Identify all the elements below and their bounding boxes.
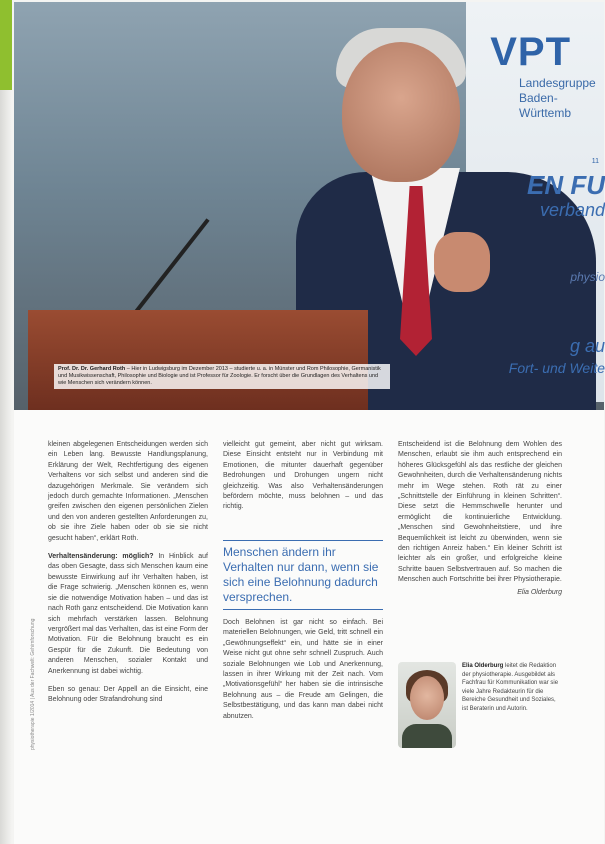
vpt-subtitle-line1: Landesgruppe <box>519 76 596 90</box>
author-photo <box>398 662 456 748</box>
caption-name: Prof. Dr. Dr. Gerhard Roth <box>58 366 126 372</box>
author-face <box>410 676 444 720</box>
author-body <box>402 724 452 748</box>
vpt-subtitle <box>519 76 603 121</box>
pull-quote: Menschen ändern ihr Verhalten nur dann, wenn sie sich eine Belohnung dadurch versprechen. <box>223 540 383 610</box>
speaker-head <box>342 42 460 182</box>
author-bio <box>462 662 562 713</box>
lectern <box>28 310 368 410</box>
vpt-logo: VPT <box>490 30 571 74</box>
banner-text-3: physio <box>570 270 605 284</box>
caption-text: – Hier in Ludwigsburg im Dezember 2013 – studierte u. a. in Münster und Rom Philosophie, Germanistik und Musikwissenschaft, Philosophie und Biologie und ist Professor für Zoologie. Er forscht über die Grundlagen des Verhaltens und wie Menschen sich verändern können. <box>58 366 381 386</box>
column-2 <box>223 440 383 513</box>
column-3 <box>398 440 562 598</box>
bio-name: Elia Olderburg <box>462 663 504 669</box>
vertical-footer-text: physiotherapie 1/2014 | Aus der Fachwelt: Gehirnforschung <box>30 618 36 750</box>
banner-text-2: verband <box>539 200 605 220</box>
c1-paragraph-2 <box>48 552 208 677</box>
vpt-subtitle-line2: Baden-Württemb <box>519 91 572 120</box>
column-2-lower <box>223 618 383 722</box>
c1-paragraph-1: kleinen abgelegenen Entscheidungen werden sich ein Leben lang. Bewusste Handlungsplanung, Erklärung der Welt, Rechtfertigung des eigenen Verhaltens vor sich selbst und anderen sind die dazugehörigen Merkmale. Sie verändern sich jedoch durch gemachte Informationen. „Menschen greifen zwischen den eigenen persönlichen Zielen und den von anderen gestellten Anforderungen zu, ob sie ihre Ziele haben oder ob sie sie nicht gesucht haben“, erklärt Roth. <box>48 441 208 542</box>
page-number: 11 <box>591 158 599 165</box>
speaker-hand <box>434 232 490 292</box>
banner-text-1: EN FU <box>527 170 605 200</box>
c2-paragraph-2: Doch Belohnen ist gar nicht so einfach. Bei materiellen Belohnungen, wie Geld, tritt schnell ein „Gewöhnungseffekt“ ein, und hätte sie in einer Weise nicht gut ohne sehr schnell Zuspruch. Auch soziale Belohnungen wie Lob und Anerkennung, lassen in ihrer Wirkung mit der Zeit nach. Vom „Motivationsgefühl“ her haben sie die intrinsische Belohnung aus – die Freude am Gelingen, die Selbstbestätigung, und das kann man dabei nicht abnutzen. <box>223 619 383 720</box>
accent-bar <box>0 0 12 90</box>
page-spine <box>0 0 12 844</box>
c3-paragraph-1: Entscheidend ist die Belohnung dem Wohlen des Menschen, erlaubt sie ihm auch entsprechend ein höheres Glücksgefühl als das restliche der gleichen Gewohnheiten, durch die Verhaltensänderung nichts mehr im Wege stehen. Roth rät zu einer „Schnittstelle der Einführung in kleinen Schritten“. Diese setzt die Hemmschwelle herunter und ermöglicht die kontinuierliche Entwicklung. „Menschen sind Gewohnheitstiere, und ihre Bequemlichkeit ist leicht zu überwinden, wenn sie den richtigen Anreiz haben.“ Ein kleiner Schritt ist leichter als ein großer, und erfolgreiche kleine Schritte bauen Selbstvertrauen auf. So machen die Menschen auch Fortschritte bei ihrer Physiotherapie. <box>398 441 562 584</box>
photo-caption <box>54 364 390 389</box>
author-signature: Elia Olderburg <box>517 588 562 596</box>
banner-text-5: Fort- und Weite <box>508 360 605 376</box>
c2-paragraph-1: vielleicht gut gemeint, aber nicht gut wirksam. Diese Einsicht entsteht nur in Verbindung mit Emotionen, die mitunter dauerhaft gegenüber Bedrohungen und Drohungen ungern nicht gleichzeitig. Was also Verhaltensänderungen befördern möchte, muss belohnen – und das richtig. <box>223 441 383 511</box>
banner-text-4: g au <box>569 336 605 356</box>
c1-paragraph-2-text: In Hinblick auf das oben Gesagte, dass sich Menschen kaum eine bewusste Einwirkung auf ihr Verhalten haben, ist die Frage schwierig. „Menschen können es, wenn sie die notwendige Motivation haben – und das ist nach Roth ganz entscheidend. Die Motivation kann sich mehrfach verstärken lassen. Belohnung vergrößert mal das Verhalten, das ist eine Form der Motivation. Für die Belohnung braucht es ein Gespür für die Zukunft. Die Bedeutung von anderen Menschen, sozialer Kontakt und Anerkennung ist dabei wichtig. <box>48 553 208 675</box>
microphone <box>126 218 209 323</box>
c1-subhead: Verhaltensänderung: möglich? <box>48 553 154 561</box>
bio-text: leitet die Redaktion der physiotherapie. Ausgebildet als Fachfrau für Kommunikation war sie viele Jahre Redakteurin für die Bereiche Gesundheit und Soziales, ist Beraterin und Autorin. <box>462 663 559 712</box>
c1-paragraph-3: Eben so genau: Der Appell an die Einsicht, eine Belohnung oder Strafandrohung sind <box>48 685 208 704</box>
column-1 <box>48 440 208 706</box>
